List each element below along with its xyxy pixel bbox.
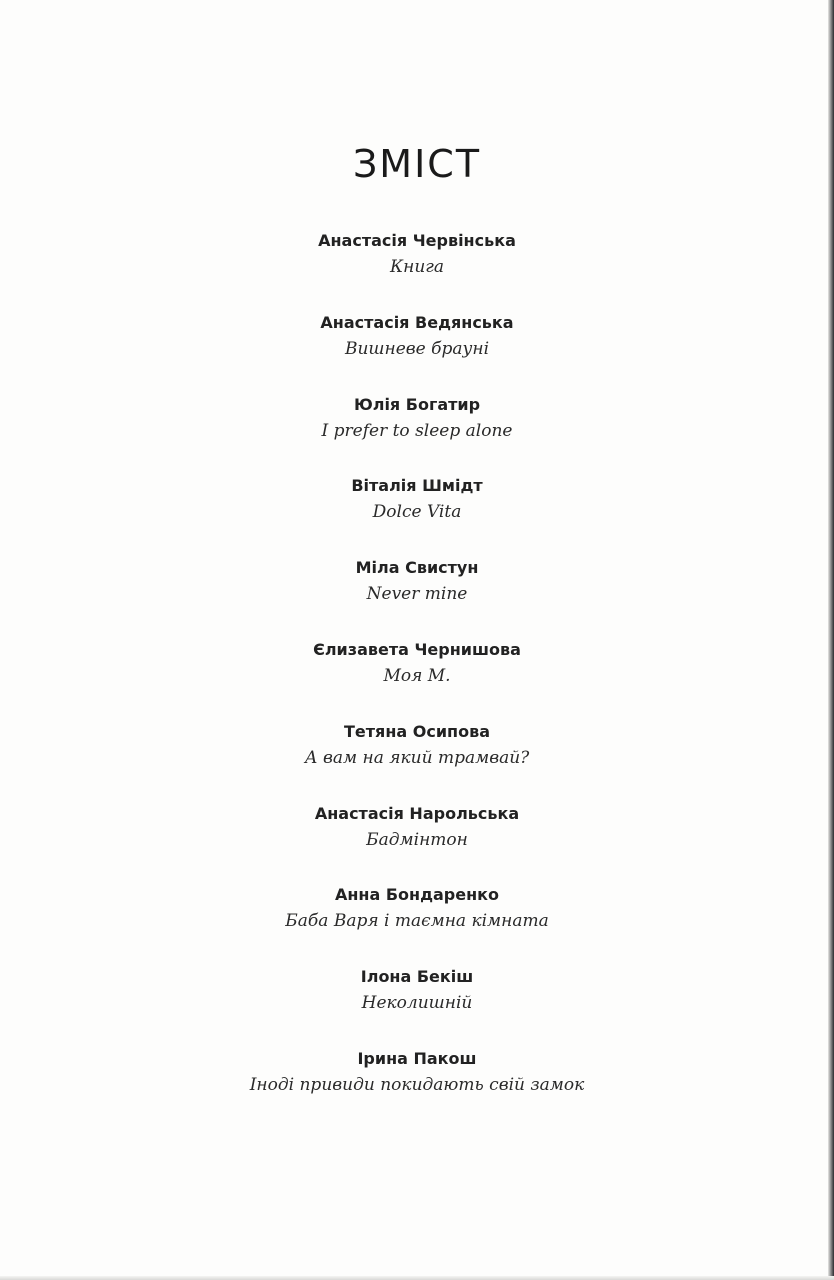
- page-title: ЗМІСТ: [352, 142, 482, 186]
- entry-author: Анастасія Ведянська: [320, 312, 514, 332]
- entry-work-title: Dolce Vita: [372, 502, 462, 523]
- entry-work-title: Книга: [389, 257, 445, 277]
- toc-entry: [0, 964, 834, 1046]
- entry-work-title: Моя М.: [383, 665, 451, 686]
- toc-entry: [0, 473, 834, 555]
- entry-author: Ірина Пакош: [357, 1048, 477, 1068]
- toc-entry: [0, 801, 834, 883]
- entry-author: Міла Свистун: [355, 558, 479, 578]
- page-bottom-edge: [0, 1276, 834, 1280]
- table-of-contents: [0, 228, 834, 1128]
- toc-entry: [0, 555, 834, 637]
- toc-entry: [0, 882, 834, 964]
- entry-work-title: Іноді привиди покидають свій замок: [249, 1074, 585, 1095]
- toc-entry: [0, 310, 834, 392]
- entry-author: Анастасія Червінська: [318, 231, 516, 250]
- toc-entry: [0, 228, 834, 310]
- toc-entry: [0, 1046, 834, 1128]
- entry-author: Юлія Богатир: [353, 394, 481, 414]
- entry-author: Ілона Бекіш: [360, 967, 474, 987]
- entry-author: Єлизавета Чернишова: [313, 639, 521, 659]
- entry-author: Анна Бондаренко: [334, 885, 500, 905]
- entry-work-title: Бадмінтон: [366, 829, 468, 850]
- entry-work-title: Баба Варя і таємна кімната: [285, 911, 549, 932]
- entry-work-title: А вам на який трамвай?: [304, 747, 530, 768]
- entry-work-title: Never mine: [366, 584, 468, 605]
- toc-entry: [0, 392, 834, 474]
- entry-work-title: Неколишній: [361, 993, 473, 1014]
- toc-entry: [0, 637, 834, 719]
- entry-work-title: Вишневе брауні: [344, 338, 490, 359]
- entry-author: Віталія Шмідт: [351, 476, 483, 496]
- toc-entry: [0, 719, 834, 801]
- entry-author: Тетяна Осипова: [344, 721, 490, 741]
- entry-author: Анастасія Нарольська: [314, 803, 520, 823]
- entry-work-title: I prefer to sleep alone: [321, 420, 513, 441]
